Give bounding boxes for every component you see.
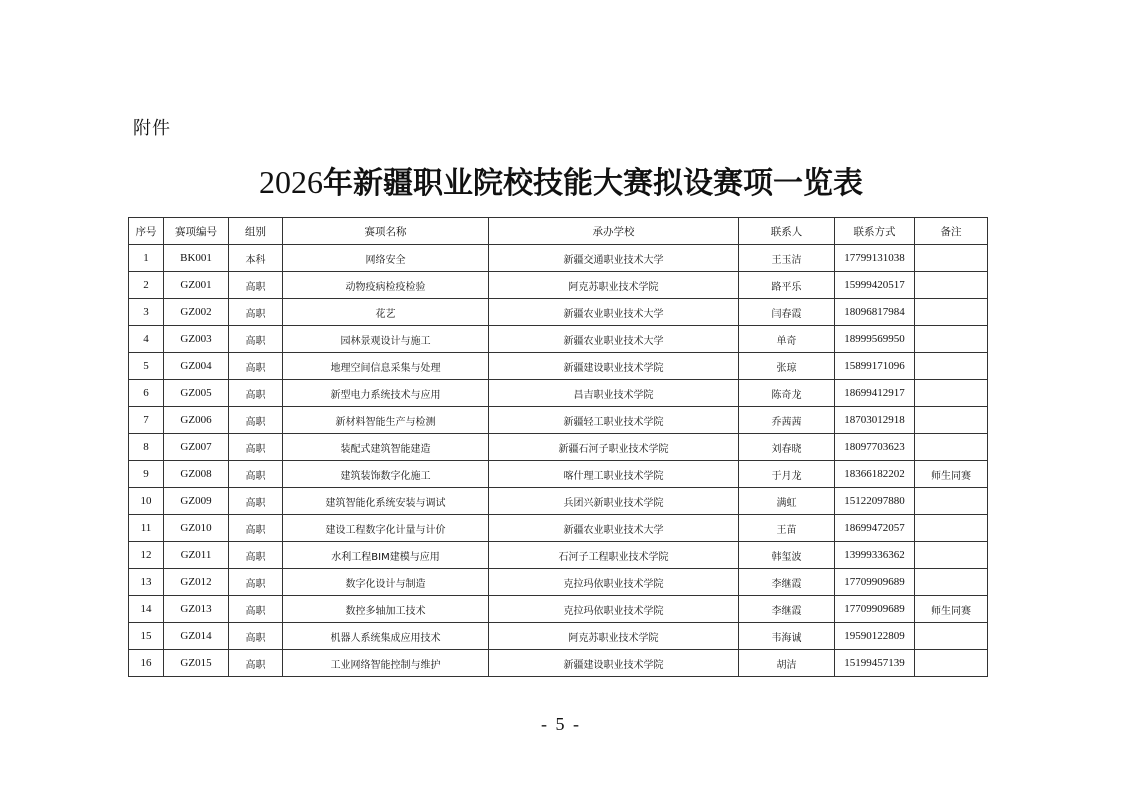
cell-note [915,650,988,677]
cell-note [915,326,988,353]
cell-note [915,542,988,569]
cell-event-name: 水利工程BIM建模与应用 [283,542,489,569]
title-year: 2026 [259,164,323,200]
table-row [129,515,988,542]
cell-event-name: 园林景观设计与施工 [283,326,489,353]
cell-note [915,299,988,326]
cell-event-name: 动物疫病检疫检验 [283,272,489,299]
cell-contact: 陈奇龙 [739,380,835,407]
cell-no: 15 [129,623,164,650]
table-row [129,326,988,353]
cell-no: 12 [129,542,164,569]
cell-note [915,515,988,542]
cell-event-name: 数控多轴加工技术 [283,596,489,623]
cell-event-name: 新型电力系统技术与应用 [283,380,489,407]
cell-code: GZ006 [164,407,229,434]
cell-school: 新疆建设职业技术学院 [489,353,739,380]
cell-contact: 王玉洁 [739,245,835,272]
document-title [0,158,1122,202]
col-header-note: 备注 [915,218,988,245]
cell-event-name: 花艺 [283,299,489,326]
table-row [129,434,988,461]
col-header-name: 赛项名称 [283,218,489,245]
cell-contact: 王苗 [739,515,835,542]
cell-school: 喀什理工职业技术学院 [489,461,739,488]
cell-school: 新疆农业职业技术大学 [489,515,739,542]
cell-school: 新疆交通职业技术大学 [489,245,739,272]
cell-contact: 闫春霞 [739,299,835,326]
cell-contact: 于月龙 [739,461,835,488]
cell-code: BK001 [164,245,229,272]
cell-phone: 18699412917 [835,380,915,407]
col-header-phone: 联系方式 [835,218,915,245]
cell-no: 8 [129,434,164,461]
cell-no: 9 [129,461,164,488]
cell-code: GZ008 [164,461,229,488]
cell-phone: 15899171096 [835,353,915,380]
cell-no: 1 [129,245,164,272]
col-header-code: 赛项编号 [164,218,229,245]
cell-event-name: 地理空间信息采集与处理 [283,353,489,380]
cell-group: 高职 [229,596,283,623]
cell-phone: 18999569950 [835,326,915,353]
cell-school: 克拉玛依职业技术学院 [489,596,739,623]
cell-event-name: 网络安全 [283,245,489,272]
cell-code: GZ011 [164,542,229,569]
cell-event-name: 新材料智能生产与检测 [283,407,489,434]
table-row [129,272,988,299]
cell-contact: 张琼 [739,353,835,380]
cell-school: 新疆农业职业技术大学 [489,299,739,326]
cell-group: 高职 [229,515,283,542]
cell-phone: 18366182202 [835,461,915,488]
table-row [129,542,988,569]
cell-school: 石河子工程职业技术学院 [489,542,739,569]
cell-event-name: 建设工程数字化计量与计价 [283,515,489,542]
cell-note [915,569,988,596]
cell-code: GZ004 [164,353,229,380]
cell-no: 10 [129,488,164,515]
cell-note [915,434,988,461]
cell-phone: 18703012918 [835,407,915,434]
cell-code: GZ013 [164,596,229,623]
cell-no: 14 [129,596,164,623]
cell-note: 师生同赛 [915,461,988,488]
cell-note: 师生同赛 [915,596,988,623]
cell-contact: 李继霞 [739,596,835,623]
cell-group: 高职 [229,569,283,596]
cell-school: 昌吉职业技术学院 [489,380,739,407]
cell-contact: 满虹 [739,488,835,515]
cell-group: 高职 [229,326,283,353]
cell-code: GZ015 [164,650,229,677]
cell-contact: 单奇 [739,326,835,353]
cell-no: 3 [129,299,164,326]
cell-phone: 17709909689 [835,569,915,596]
cell-contact: 韦海诚 [739,623,835,650]
cell-phone: 18097703623 [835,434,915,461]
table-row [129,353,988,380]
cell-no: 7 [129,407,164,434]
col-header-group: 组别 [229,218,283,245]
cell-group: 高职 [229,461,283,488]
col-header-no: 序号 [129,218,164,245]
table-row [129,245,988,272]
cell-code: GZ010 [164,515,229,542]
cell-code: GZ007 [164,434,229,461]
cell-note [915,380,988,407]
cell-event-name: 装配式建筑智能建造 [283,434,489,461]
attachment-label: 附件 [133,118,171,139]
cell-contact: 韩玺波 [739,542,835,569]
cell-phone: 19590122809 [835,623,915,650]
cell-group: 高职 [229,434,283,461]
cell-school: 新疆石河子职业技术学院 [489,434,739,461]
cell-note [915,407,988,434]
cell-no: 13 [129,569,164,596]
cell-group: 高职 [229,488,283,515]
cell-phone: 15199457139 [835,650,915,677]
cell-event-name: 机器人系统集成应用技术 [283,623,489,650]
table-row [129,380,988,407]
col-header-contact: 联系人 [739,218,835,245]
cell-group: 高职 [229,407,283,434]
table-row [129,596,988,623]
table-header-row [129,218,988,245]
cell-group: 高职 [229,380,283,407]
cell-phone: 17799131038 [835,245,915,272]
cell-event-name: 工业网络智能控制与维护 [283,650,489,677]
cell-event-name: 数字化设计与制造 [283,569,489,596]
cell-phone: 18699472057 [835,515,915,542]
cell-school: 新疆农业职业技术大学 [489,326,739,353]
cell-school: 克拉玛依职业技术学院 [489,569,739,596]
cell-contact: 路平乐 [739,272,835,299]
cell-code: GZ001 [164,272,229,299]
cell-contact: 乔茜茜 [739,407,835,434]
table-row [129,569,988,596]
cell-no: 4 [129,326,164,353]
cell-no: 11 [129,515,164,542]
cell-group: 高职 [229,299,283,326]
cell-phone: 15999420517 [835,272,915,299]
cell-school: 新疆轻工职业技术学院 [489,407,739,434]
cell-phone: 15122097880 [835,488,915,515]
table-row [129,650,988,677]
cell-school: 新疆建设职业技术学院 [489,650,739,677]
cell-code: GZ002 [164,299,229,326]
cell-group: 高职 [229,623,283,650]
table-row [129,461,988,488]
col-header-school: 承办学校 [489,218,739,245]
cell-note [915,245,988,272]
cell-no: 16 [129,650,164,677]
cell-note [915,623,988,650]
cell-phone: 17709909689 [835,596,915,623]
events-table [128,217,988,677]
table-row [129,299,988,326]
title-text: 年新疆职业院校技能大赛拟设赛项一览表 [323,166,863,201]
cell-contact: 胡洁 [739,650,835,677]
cell-code: GZ005 [164,380,229,407]
cell-school: 兵团兴新职业技术学院 [489,488,739,515]
table-row [129,488,988,515]
cell-group: 本科 [229,245,283,272]
cell-note [915,272,988,299]
cell-no: 2 [129,272,164,299]
cell-phone: 13999336362 [835,542,915,569]
cell-note [915,353,988,380]
page-number: - 5 - [541,714,581,734]
cell-contact: 李继霞 [739,569,835,596]
table-row [129,623,988,650]
cell-group: 高职 [229,272,283,299]
cell-code: GZ014 [164,623,229,650]
cell-school: 阿克苏职业技术学院 [489,272,739,299]
cell-contact: 刘春晓 [739,434,835,461]
cell-group: 高职 [229,650,283,677]
cell-group: 高职 [229,353,283,380]
cell-no: 5 [129,353,164,380]
cell-code: GZ003 [164,326,229,353]
cell-event-name: 建筑装饰数字化施工 [283,461,489,488]
cell-code: GZ009 [164,488,229,515]
cell-event-name: 建筑智能化系统安装与调试 [283,488,489,515]
cell-note [915,488,988,515]
cell-code: GZ012 [164,569,229,596]
table-row [129,407,988,434]
cell-no: 6 [129,380,164,407]
cell-phone: 18096817984 [835,299,915,326]
cell-group: 高职 [229,542,283,569]
cell-school: 阿克苏职业技术学院 [489,623,739,650]
table-body [129,245,988,677]
